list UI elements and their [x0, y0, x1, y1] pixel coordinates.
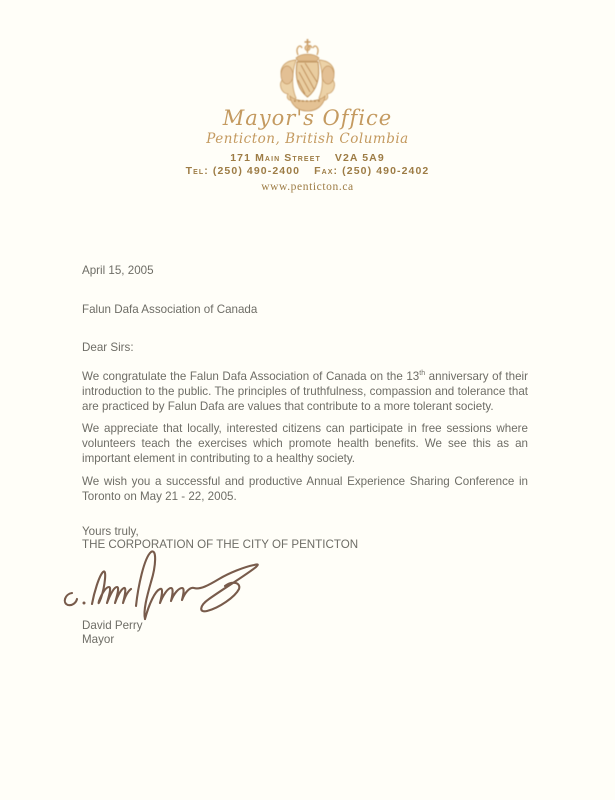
- letter-recipient: Falun Dafa Association of Canada: [82, 303, 258, 316]
- line-text: We congratulate the Falun Dafa Association of Canada on the 13: [82, 370, 420, 383]
- address-postal-code: V2A 5A9: [334, 152, 385, 164]
- paragraph-line: volunteers teach the exercises which promote health benefits. We see this as an: [82, 437, 528, 450]
- paragraph-line: are practiced by Falun Dafa are values that contribute to a more tolerant society.: [82, 400, 494, 413]
- paragraph-well-wishes: [82, 474, 528, 504]
- letterhead-website: www.penticton.ca: [261, 181, 354, 193]
- letter-salutation: Dear Sirs:: [82, 341, 134, 354]
- paragraph-line: Toronto on May 21 - 22, 2005.: [82, 490, 237, 503]
- letter-closing: Yours truly,: [82, 525, 139, 538]
- letter-date: April 15, 2005: [82, 264, 154, 277]
- line-text: anniversary of their: [425, 370, 528, 383]
- paragraph-congratulations: [82, 369, 528, 414]
- fax-number: Fax: (250) 490-2402: [314, 165, 430, 177]
- paragraph-line: introduction to the public. The principles of truthfulness, compassion and tolerance that: [82, 385, 528, 398]
- handwritten-signature-icon: [56, 541, 274, 623]
- paragraph-line: We appreciate that locally, interested citizens can participate in free sessions where: [82, 422, 528, 435]
- letterhead-address: [0, 152, 615, 164]
- ordinal-superscript: th: [419, 370, 426, 378]
- paragraph-line: We wish you a successful and productive Annual Experience Sharing Conference in: [82, 475, 528, 488]
- paragraph-line: important element in contributing to a healthy society.: [82, 452, 356, 465]
- phone-number: Tel: (250) 490-2400: [185, 165, 301, 177]
- letterhead-location: Penticton, British Columbia: [206, 131, 409, 147]
- letterhead-phone-fax: [0, 165, 615, 177]
- paragraph-line: [82, 369, 528, 384]
- signer-title: Mayor: [82, 633, 115, 646]
- paragraph-appreciation: [82, 421, 528, 466]
- organization-name: THE CORPORATION OF THE CITY OF PENTICTON: [82, 538, 359, 551]
- signer-name: David Perry: [82, 619, 143, 632]
- address-street: 171 Main Street: [230, 152, 321, 164]
- city-coat-of-arms-icon: [271, 37, 344, 115]
- letterhead-office: Mayor's Office: [222, 106, 393, 130]
